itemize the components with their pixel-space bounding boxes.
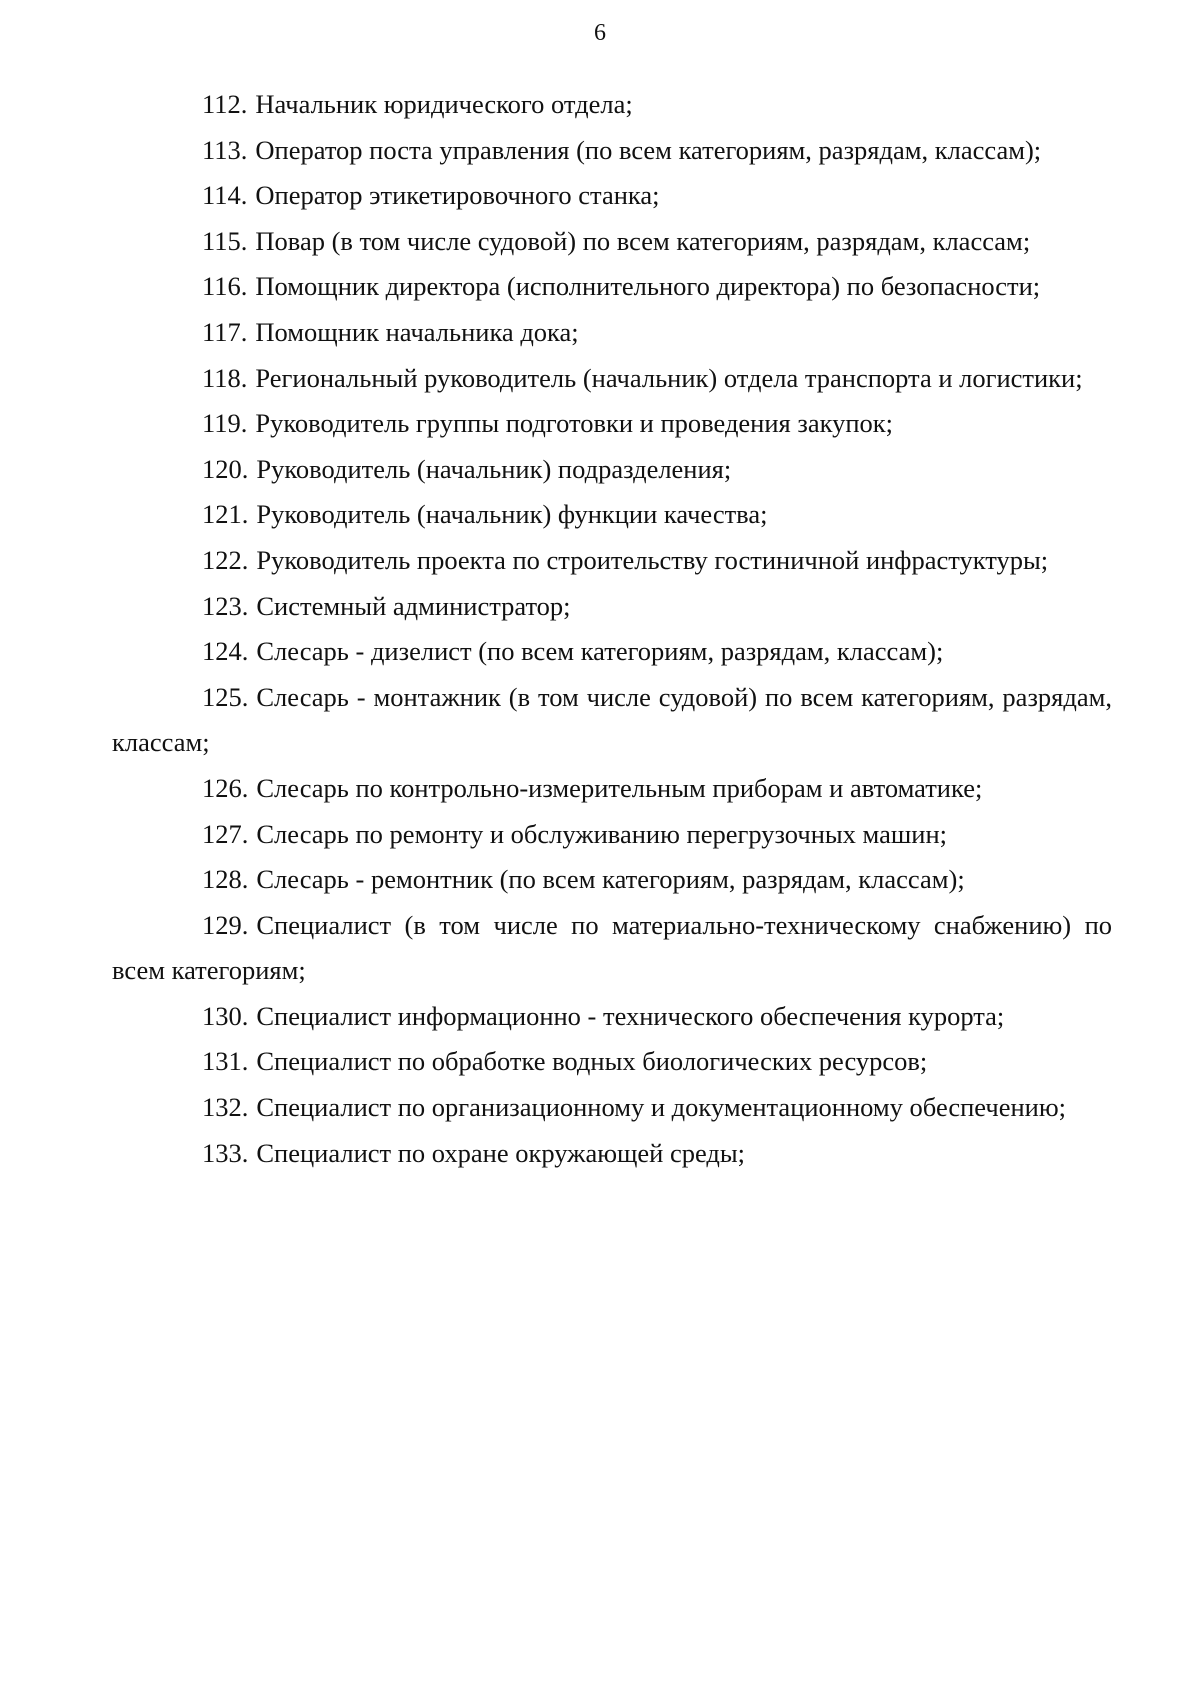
item-number: 124.: [202, 636, 249, 667]
item-text: Слесарь - дизелист (по всем категориям, разрядам, классам);: [256, 636, 944, 667]
item-number: 118.: [202, 362, 248, 393]
item-text: Системный администратор;: [256, 590, 571, 621]
item-text: Слесарь по ремонту и обслуживанию перегрузочных машин;: [256, 818, 948, 849]
item-number: 127.: [202, 818, 249, 849]
item-number: 126.: [202, 772, 249, 803]
item-number: 115.: [202, 225, 248, 256]
item-text: Помощник начальника дока;: [255, 316, 579, 347]
list-item: [112, 310, 1112, 356]
position-list: [112, 82, 1112, 1176]
item-text: Помощник директора (исполнительного директора) по безопасности;: [255, 271, 1041, 302]
item-number: 122.: [202, 544, 249, 575]
item-text: Слесарь по контрольно-измерительным приборам и автоматике;: [256, 772, 983, 803]
list-item: [112, 447, 1112, 493]
list-item: [112, 492, 1112, 538]
list-item: [112, 173, 1112, 219]
item-text: Слесарь - монтажник (в том числе судовой) по всем категориям, разрядам, классам;: [112, 681, 1112, 758]
item-text: Специалист по обработке водных биологических ресурсов;: [256, 1046, 928, 1077]
item-number: 113.: [202, 134, 248, 165]
item-number: 120.: [202, 453, 249, 484]
item-text: Начальник юридического отдела;: [255, 89, 633, 119]
list-item: [112, 82, 1112, 128]
list-item: [112, 766, 1112, 812]
item-number: 114.: [202, 180, 248, 211]
item-text: Специалист информационно - технического обеспечения курорта;: [256, 1000, 1005, 1031]
list-item: [112, 538, 1112, 584]
list-item: [112, 401, 1112, 447]
list-item: [112, 1085, 1112, 1131]
item-number: 112.: [202, 89, 248, 119]
list-item: [112, 1039, 1112, 1085]
list-item: [112, 128, 1112, 174]
item-number: 133.: [202, 1137, 249, 1168]
item-number: 125.: [202, 681, 249, 712]
item-number: 131.: [202, 1046, 249, 1077]
item-number: 119.: [202, 408, 248, 439]
item-text: Оператор этикетировочного станка;: [255, 180, 660, 211]
item-number: 123.: [202, 590, 249, 621]
list-item: [112, 264, 1112, 310]
item-number: 117.: [202, 316, 248, 347]
item-text: Руководитель (начальник) функции качества;: [256, 499, 768, 530]
list-item: [112, 812, 1112, 858]
item-number: 128.: [202, 864, 249, 895]
list-item: [112, 584, 1112, 630]
list-item: [112, 994, 1112, 1040]
list-item: [112, 857, 1112, 903]
item-number: 132.: [202, 1092, 249, 1123]
item-number: 129.: [202, 909, 249, 940]
list-item: [112, 219, 1112, 265]
item-number: 116.: [202, 271, 248, 302]
item-text: Региональный руководитель (начальник) отдела транспорта и логистики;: [255, 362, 1083, 393]
item-text: Руководитель группы подготовки и проведения закупок;: [255, 408, 894, 439]
item-number: 121.: [202, 499, 249, 530]
list-item: [112, 1131, 1112, 1177]
list-item: [112, 903, 1112, 994]
item-text: Специалист по организационному и документационному обеспечению;: [256, 1092, 1067, 1123]
item-text: Специалист (в том числе по материально-техническому снабжению) по всем категориям;: [112, 909, 1112, 986]
item-text: Специалист по охране окружающей среды;: [256, 1137, 746, 1168]
list-item: [112, 629, 1112, 675]
page-number: 6: [594, 20, 606, 46]
item-number: 130.: [202, 1000, 249, 1031]
item-text: Слесарь - ремонтник (по всем категориям, разрядам, классам);: [256, 864, 965, 895]
item-text: Руководитель (начальник) подразделения;: [256, 453, 732, 484]
item-text: Повар (в том числе судовой) по всем категориям, разрядам, классам;: [255, 225, 1031, 256]
list-item: [112, 356, 1112, 402]
list-item: [112, 675, 1112, 766]
item-text: Оператор поста управления (по всем категориям, разрядам, классам);: [255, 134, 1042, 165]
item-text: Руководитель проекта по строительству гостиничной инфрастуктуры;: [256, 544, 1049, 575]
